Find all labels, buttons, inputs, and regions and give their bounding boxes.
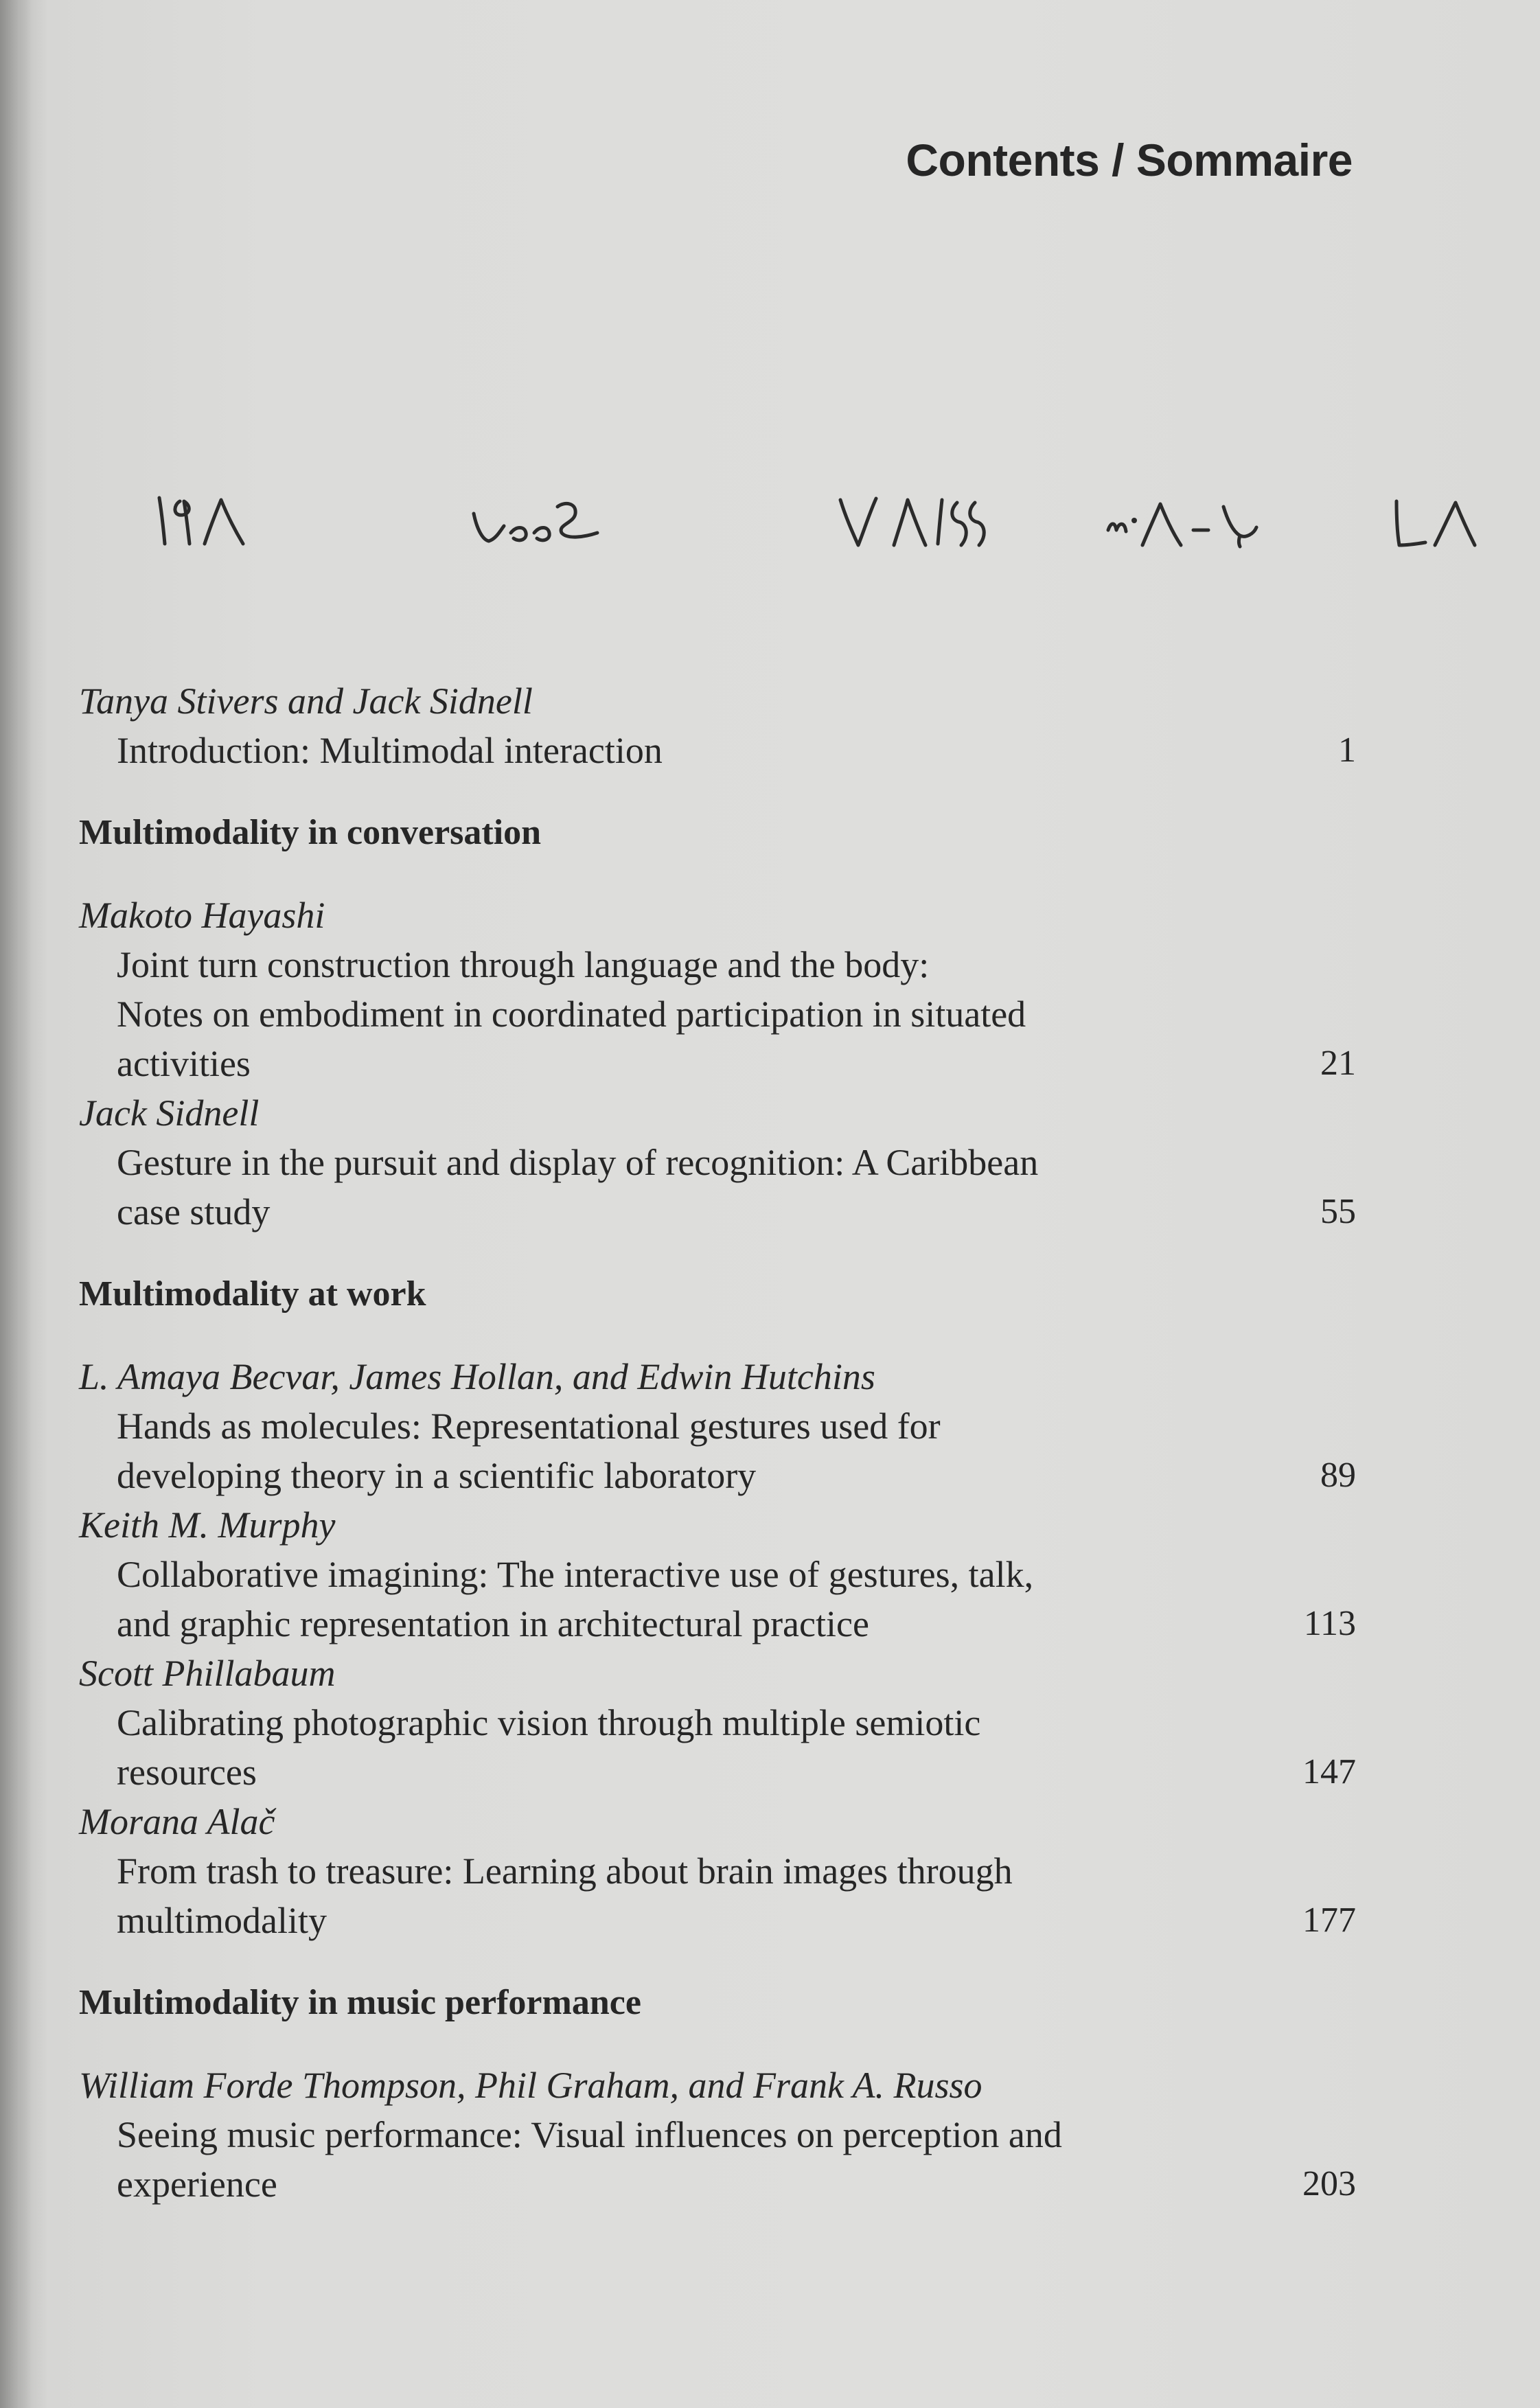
entry-title-text: Seeing music performance: Visual influences on perception and <box>117 2114 1062 2155</box>
entry-title-line <box>79 1401 1356 1451</box>
toc-entry[interactable] <box>79 1500 1356 1649</box>
entry-page-number: 1 <box>1338 731 1356 770</box>
entry-title-line <box>79 2110 1356 2159</box>
section-heading: Multimodality in conversation <box>79 813 542 852</box>
entry-title-text: experience <box>117 2164 277 2205</box>
entry-title-line <box>79 1039 1356 1088</box>
handwriting-drawing <box>0 474 1540 556</box>
entry-page-number: 113 <box>1303 1604 1356 1643</box>
entry-author: Morana Alač <box>79 1801 275 1842</box>
entry-title-text: From trash to treasure: Learning about brain images through <box>117 1850 1013 1892</box>
entry-title-text: and graphic representation in architectural practice <box>117 1603 869 1644</box>
entry-title-text: resources <box>117 1752 257 1793</box>
entry-page-number: 147 <box>1302 1752 1356 1791</box>
table-of-contents <box>79 676 1356 2209</box>
entry-page-number: 55 <box>1320 1192 1356 1231</box>
entry-title-line <box>79 1747 1356 1797</box>
toc-entry[interactable] <box>79 1088 1356 1237</box>
entry-title-text: Calibrating photographic vision through multiple semiotic <box>117 1702 981 1743</box>
entry-title-line <box>79 1896 1356 1945</box>
spine-shadow <box>0 0 32 2408</box>
toc-entry[interactable] <box>79 1649 1356 1797</box>
handwritten-annotation <box>0 474 1540 556</box>
entry-title-line <box>79 726 1356 775</box>
section-heading: Multimodality in music performance <box>79 1983 641 2022</box>
entry-author: Scott Phillabaum <box>79 1653 336 1694</box>
entry-title-text: developing theory in a scientific laboratory <box>117 1455 757 1496</box>
entry-title-line <box>79 940 1356 989</box>
entry-title-line <box>79 1187 1356 1237</box>
entry-page-number: 177 <box>1302 1901 1356 1940</box>
toc-entry[interactable] <box>79 676 1356 775</box>
entry-page-number: 21 <box>1320 1044 1356 1083</box>
entry-title-text: Notes on embodiment in coordinated participation in situated <box>117 994 1026 1035</box>
entry-title-line <box>79 1550 1356 1599</box>
entry-title-line <box>79 1698 1356 1747</box>
toc-entry[interactable] <box>79 2061 1356 2209</box>
entry-author: Makoto Hayashi <box>79 895 325 936</box>
entry-author: William Forde Thompson, Phil Graham, and Frank A. Russo <box>79 2065 982 2106</box>
entry-page-number: 203 <box>1302 2164 1356 2203</box>
entry-title-line <box>79 989 1356 1039</box>
entry-title-line <box>79 1846 1356 1896</box>
entry-title-line <box>79 1451 1356 1500</box>
entry-title-line <box>79 1599 1356 1649</box>
entry-title-text: Hands as molecules: Representational gestures used for <box>117 1406 941 1447</box>
entry-title-text: activities <box>117 1043 251 1084</box>
entry-title-text: Introduction: Multimodal interaction <box>117 730 663 771</box>
entry-title-text: Joint turn construction through language and the body: <box>117 944 930 985</box>
entry-author: Jack Sidnell <box>79 1092 260 1134</box>
entry-page-number: 89 <box>1320 1456 1356 1495</box>
entry-title-line <box>79 2159 1356 2209</box>
entry-author: Tanya Stivers and Jack Sidnell <box>79 680 533 722</box>
page-title: Contents / Sommaire <box>906 135 1353 185</box>
toc-entry[interactable] <box>79 891 1356 1088</box>
toc-entry[interactable] <box>79 1352 1356 1500</box>
entry-title-text: case study <box>117 1191 271 1232</box>
entry-title-text: Collaborative imagining: The interactive use of gestures, talk, <box>117 1554 1034 1595</box>
toc-entry[interactable] <box>79 1797 1356 1945</box>
entry-title-line <box>79 1138 1356 1187</box>
section-heading: Multimodality at work <box>79 1274 426 1314</box>
entry-title-text: Gesture in the pursuit and display of recognition: A Caribbean <box>117 1142 1039 1183</box>
entry-author: L. Amaya Becvar, James Hollan, and Edwin Hutchins <box>79 1356 875 1397</box>
entry-author: Keith M. Murphy <box>79 1504 336 1546</box>
entry-title-text: multimodality <box>117 1900 327 1941</box>
